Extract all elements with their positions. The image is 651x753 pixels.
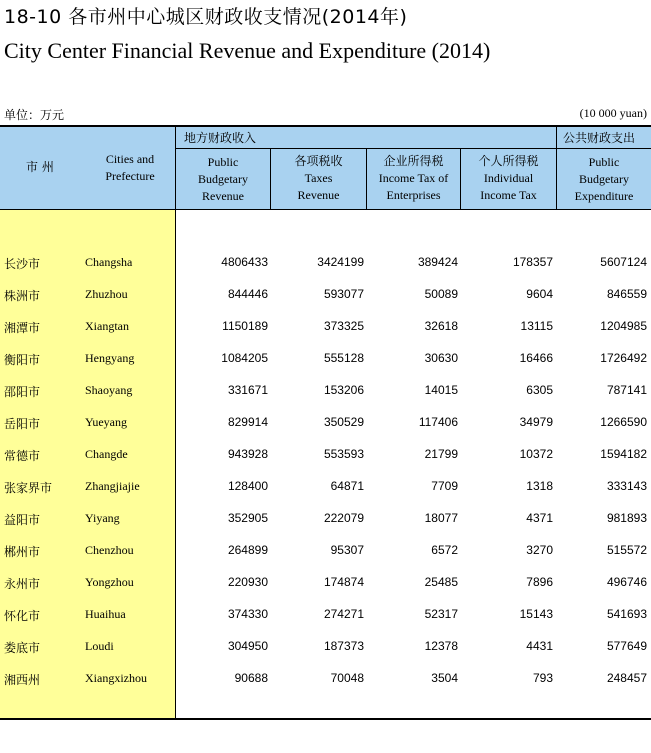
cell-individual-tax: 6305 bbox=[526, 383, 553, 397]
cell-expenditure: 981893 bbox=[606, 511, 647, 525]
cell-revenue: 304950 bbox=[227, 639, 268, 653]
row-city-en: Yueyang bbox=[85, 415, 127, 429]
row-city-cn: 湘潭市 bbox=[4, 321, 41, 335]
cell-revenue: 90688 bbox=[234, 671, 268, 685]
unit-label-cn: 单位：万元 bbox=[4, 108, 65, 122]
cell-revenue: 829914 bbox=[227, 415, 268, 429]
cell-enterprise-tax: 14015 bbox=[424, 383, 458, 397]
cell-expenditure: 248457 bbox=[606, 671, 647, 685]
cell-expenditure: 1266590 bbox=[600, 415, 647, 429]
cell-enterprise-tax: 32618 bbox=[424, 319, 458, 333]
row-city-en: Yongzhou bbox=[85, 575, 134, 589]
table-row bbox=[0, 632, 651, 664]
cell-taxes: 553593 bbox=[323, 447, 364, 461]
row-city-en: Changsha bbox=[85, 255, 133, 269]
cell-revenue: 352905 bbox=[227, 511, 268, 525]
cell-revenue: 1084205 bbox=[221, 351, 268, 365]
row-city-en: Shaoyang bbox=[85, 383, 133, 397]
cell-enterprise-tax: 6572 bbox=[431, 543, 458, 557]
table-row bbox=[0, 312, 651, 344]
cell-taxes: 274271 bbox=[323, 607, 364, 621]
cell-enterprise-tax: 50089 bbox=[424, 287, 458, 301]
row-city-cn: 湘西州 bbox=[4, 673, 41, 687]
row-city-cn: 常德市 bbox=[4, 449, 41, 463]
cell-enterprise-tax: 12378 bbox=[424, 639, 458, 653]
cell-enterprise-tax: 52317 bbox=[424, 607, 458, 621]
page-title-cn: 18-10 各市州中心城区财政收支情况(2014年) bbox=[4, 6, 408, 28]
header-enterprise-income-tax: 企业所得税 Income Tax of Enterprises bbox=[378, 154, 449, 202]
row-city-cn: 岳阳市 bbox=[4, 417, 41, 431]
row-city-en: Changde bbox=[85, 447, 128, 461]
cell-individual-tax: 34979 bbox=[519, 415, 553, 429]
header-city-cn: 市 州 bbox=[26, 160, 54, 174]
cell-revenue: 943928 bbox=[227, 447, 268, 461]
cell-enterprise-tax: 18077 bbox=[424, 511, 458, 525]
cell-taxes: 64871 bbox=[330, 479, 364, 493]
header-public-budgetary-expenditure: Public Budgetary Expenditure bbox=[574, 155, 634, 203]
cell-revenue: 844446 bbox=[227, 287, 268, 301]
cell-expenditure: 5607124 bbox=[600, 255, 647, 269]
row-city-cn: 益阳市 bbox=[4, 513, 41, 527]
row-city-cn: 长沙市 bbox=[4, 257, 41, 271]
cell-individual-tax: 1318 bbox=[526, 479, 553, 493]
header-individual-income-tax: 个人所得税 Individual Income Tax bbox=[478, 154, 539, 202]
header-group-divider-right bbox=[556, 148, 651, 149]
cell-enterprise-tax: 7709 bbox=[431, 479, 458, 493]
row-city-en: Loudi bbox=[85, 639, 114, 653]
table-row bbox=[0, 568, 651, 600]
row-city-en: Xiangxizhou bbox=[85, 671, 147, 685]
cell-individual-tax: 10372 bbox=[519, 447, 553, 461]
row-city-cn: 郴州市 bbox=[4, 545, 41, 559]
table-row bbox=[0, 440, 651, 472]
cell-enterprise-tax: 389424 bbox=[417, 255, 458, 269]
header-local-revenue-group: 地方财政收入 bbox=[184, 131, 257, 145]
header-public-budgetary-revenue: Public Budgetary Revenue bbox=[198, 155, 248, 203]
cell-expenditure: 541693 bbox=[606, 607, 647, 621]
cell-enterprise-tax: 3504 bbox=[431, 671, 458, 685]
table-row bbox=[0, 472, 651, 504]
row-city-en: Yiyang bbox=[85, 511, 120, 525]
cell-taxes: 95307 bbox=[330, 543, 364, 557]
cell-enterprise-tax: 30630 bbox=[424, 351, 458, 365]
cell-taxes: 555128 bbox=[323, 351, 364, 365]
header-bottom-rule bbox=[0, 209, 651, 210]
cell-taxes: 350529 bbox=[323, 415, 364, 429]
cell-revenue: 1150189 bbox=[222, 319, 268, 333]
cell-enterprise-tax: 21799 bbox=[424, 447, 458, 461]
cell-revenue: 264899 bbox=[227, 543, 268, 557]
table-row bbox=[0, 344, 651, 376]
row-city-cn: 怀化市 bbox=[4, 609, 41, 623]
table-row bbox=[0, 408, 651, 440]
cell-revenue: 4806433 bbox=[221, 255, 268, 269]
unit-label-en: (10 000 yuan) bbox=[579, 106, 647, 120]
table-row bbox=[0, 504, 651, 536]
cell-individual-tax: 4431 bbox=[526, 639, 553, 653]
cell-taxes: 593077 bbox=[323, 287, 364, 301]
row-city-cn: 永州市 bbox=[4, 577, 41, 591]
cell-expenditure: 496746 bbox=[606, 575, 647, 589]
cell-taxes: 3424199 bbox=[317, 255, 364, 269]
cell-expenditure: 515572 bbox=[606, 543, 647, 557]
cell-taxes: 174874 bbox=[323, 575, 364, 589]
table-row bbox=[0, 600, 651, 632]
row-city-cn: 邵阳市 bbox=[4, 385, 41, 399]
cell-taxes: 70048 bbox=[330, 671, 364, 685]
cell-expenditure: 1204985 bbox=[600, 319, 647, 333]
cell-revenue: 128400 bbox=[227, 479, 268, 493]
cell-individual-tax: 16466 bbox=[519, 351, 553, 365]
cell-taxes: 222079 bbox=[323, 511, 364, 525]
table-row bbox=[0, 280, 651, 312]
row-city-cn: 衡阳市 bbox=[4, 353, 41, 367]
table-row bbox=[0, 376, 651, 408]
row-city-en: Zhuzhou bbox=[85, 287, 128, 301]
cell-individual-tax: 4371 bbox=[526, 511, 553, 525]
table-row bbox=[0, 248, 651, 280]
header-taxes-revenue: 各项税收 Taxes Revenue bbox=[294, 154, 343, 202]
table-row bbox=[0, 536, 651, 568]
row-city-en: Xiangtan bbox=[85, 319, 129, 333]
row-city-en: Huaihua bbox=[85, 607, 126, 621]
cell-individual-tax: 3270 bbox=[526, 543, 553, 557]
cell-expenditure: 787141 bbox=[606, 383, 647, 397]
cell-taxes: 187373 bbox=[323, 639, 364, 653]
page-title-en: City Center Financial Revenue and Expenditure (2014) bbox=[4, 38, 491, 63]
cell-revenue: 331671 bbox=[227, 383, 268, 397]
row-city-cn: 张家界市 bbox=[4, 481, 53, 495]
header-public-expenditure-group: 公共财政支出 bbox=[563, 131, 636, 145]
cell-expenditure: 333143 bbox=[606, 479, 647, 493]
row-city-cn: 娄底市 bbox=[4, 641, 41, 655]
row-city-cn: 株洲市 bbox=[4, 289, 41, 303]
header-city-en: Cities and Prefecture bbox=[105, 152, 155, 183]
cell-revenue: 220930 bbox=[227, 575, 268, 589]
table-row bbox=[0, 664, 651, 696]
cell-individual-tax: 15143 bbox=[519, 607, 553, 621]
row-city-en: Zhangjiajie bbox=[85, 479, 140, 493]
cell-taxes: 373325 bbox=[323, 319, 364, 333]
cell-expenditure: 1726492 bbox=[600, 351, 647, 365]
cell-expenditure: 577649 bbox=[606, 639, 647, 653]
cell-individual-tax: 7896 bbox=[526, 575, 553, 589]
cell-expenditure: 846559 bbox=[606, 287, 647, 301]
row-city-en: Hengyang bbox=[85, 351, 135, 365]
cell-expenditure: 1594182 bbox=[600, 447, 647, 461]
cell-individual-tax: 13115 bbox=[520, 319, 553, 333]
cell-individual-tax: 9604 bbox=[526, 287, 553, 301]
cell-enterprise-tax: 117406 bbox=[418, 415, 458, 429]
cell-revenue: 374330 bbox=[227, 607, 268, 621]
cell-individual-tax: 178357 bbox=[512, 255, 553, 269]
table-bottom-rule bbox=[0, 718, 651, 720]
cell-enterprise-tax: 25485 bbox=[424, 575, 458, 589]
cell-taxes: 153206 bbox=[323, 383, 364, 397]
cell-individual-tax: 793 bbox=[532, 671, 553, 685]
row-city-en: Chenzhou bbox=[85, 543, 134, 557]
